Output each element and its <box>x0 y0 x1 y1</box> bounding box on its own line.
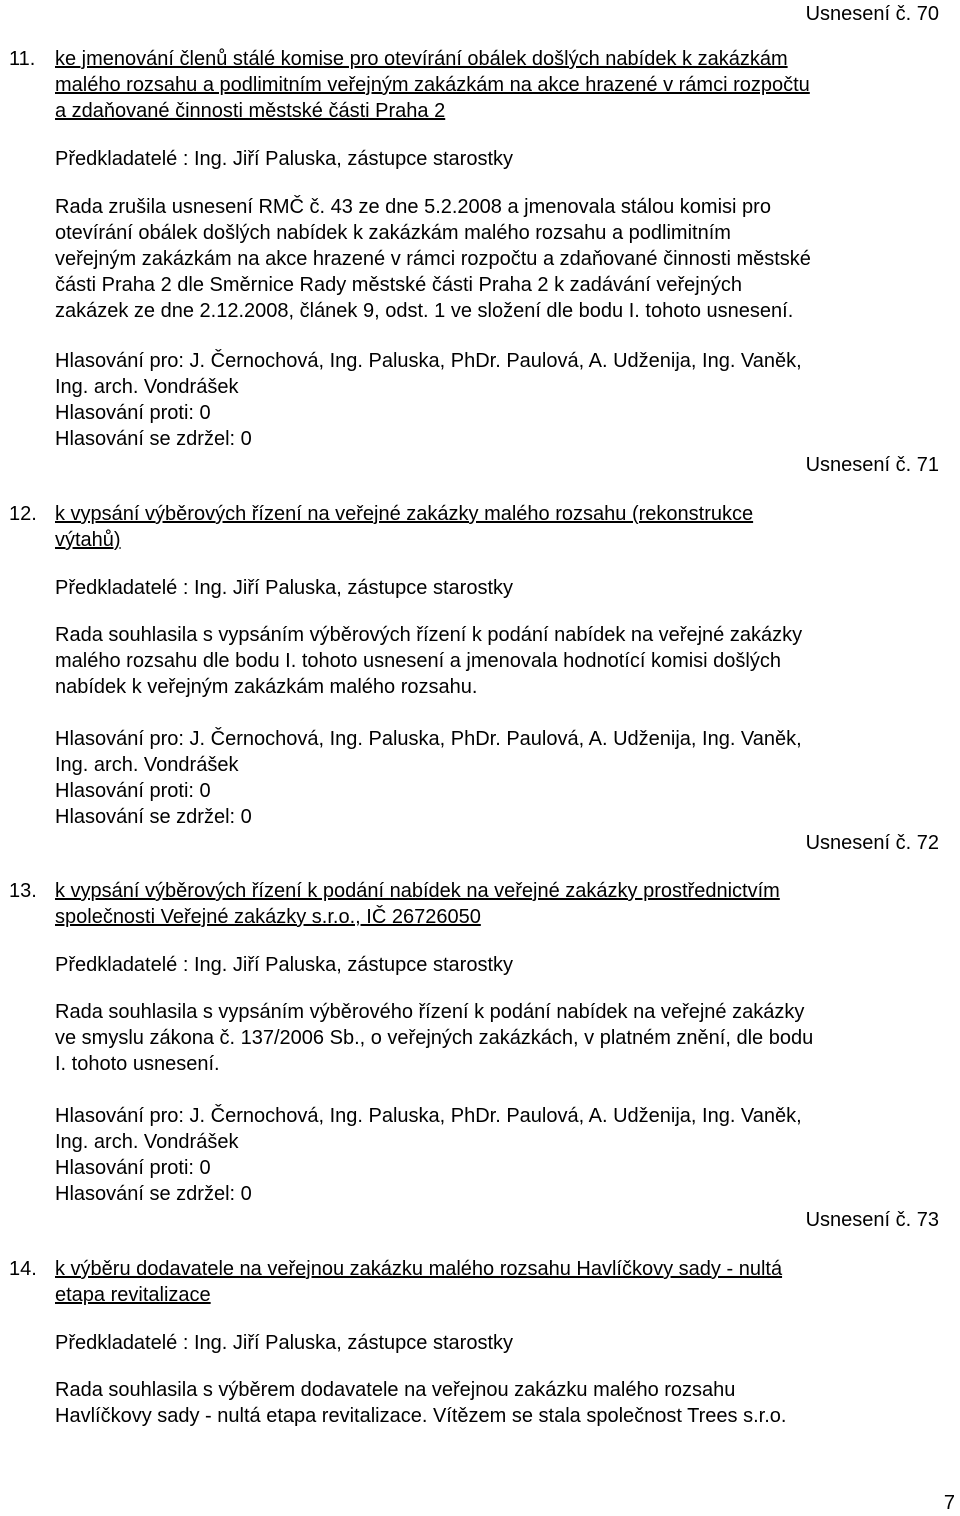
item-title <box>55 501 940 553</box>
title-line: společnosti Veřejné zakázky s.r.o., IČ 26726050 <box>55 906 481 928</box>
decision-line: Rada souhlasila s vypsáním výběrového řízení k podání nabídek na veřejné zakázky <box>55 1001 805 1023</box>
vote-line: Hlasování pro: J. Černochová, Ing. Paluska, PhDr. Paulová, A. Udženija, Ing. Vaněk, <box>55 728 802 750</box>
vote-line: Hlasování proti: 0 <box>55 780 211 802</box>
vote-line: Ing. arch. Vondrášek <box>55 754 239 776</box>
decision-line: otevírání obálek došlých nabídek k zakázkám malého rozsahu a podlimitním <box>55 222 731 244</box>
decision-line: Rada souhlasila s vypsáním výběrových řízení k podání nabídek na veřejné zakázky <box>55 624 803 646</box>
submitter: Předkladatelé : Ing. Jiří Paluska, zástupce starostky <box>55 954 513 976</box>
item-number: 13. <box>9 880 37 902</box>
decision-line: ve smyslu zákona č. 137/2006 Sb., o veřejných zakázkách, v platném znění, dle bodu <box>55 1027 814 1049</box>
vote-line: Hlasování se zdržel: 0 <box>55 428 252 450</box>
item-title <box>55 1256 940 1308</box>
resolution-number: Usnesení č. 72 <box>805 832 939 854</box>
title-line: k vypsání výběrových řízení k podání nabídek na veřejné zakázky prostřednictvím <box>55 880 780 902</box>
decision-text <box>55 999 940 1077</box>
title-line: malého rozsahu a podlimitním veřejným zakázkám na akce hrazené v rámci rozpočtu <box>55 74 810 96</box>
decision-line: Rada souhlasila s výběrem dodavatele na veřejnou zakázku malého rozsahu <box>55 1379 736 1401</box>
decision-text <box>55 194 940 324</box>
decision-line: malého rozsahu dle bodu I. tohoto usnesení a jmenovala hodnotící komisi došlých <box>55 650 781 672</box>
submitter: Předkladatelé : Ing. Jiří Paluska, zástupce starostky <box>55 1332 513 1354</box>
submitter: Předkladatelé : Ing. Jiří Paluska, zástupce starostky <box>55 148 513 170</box>
vote-line: Hlasování proti: 0 <box>55 1157 211 1179</box>
decision-text <box>55 622 940 700</box>
title-line: etapa revitalizace <box>55 1284 211 1306</box>
title-line: k výběru dodavatele na veřejnou zakázku malého rozsahu Havlíčkovy sady - nultá <box>55 1258 783 1280</box>
vote-block <box>55 348 940 452</box>
resolution-number: Usnesení č. 70 <box>805 3 939 25</box>
vote-line: Ing. arch. Vondrášek <box>55 376 239 398</box>
page-number: 7 <box>943 1492 955 1514</box>
item-number: 14. <box>9 1258 37 1280</box>
decision-text <box>55 1377 940 1429</box>
vote-line: Ing. arch. Vondrášek <box>55 1131 239 1153</box>
item-title <box>55 46 940 124</box>
vote-line: Hlasování se zdržel: 0 <box>55 1183 252 1205</box>
decision-line: zakázek ze dne 2.12.2008, článek 9, odst. 1 ve složení dle bodu I. tohoto usnesení. <box>55 300 794 322</box>
decision-line: Havlíčkovy sady - nultá etapa revitalizace. Vítězem se stala společnost Trees s.r.o. <box>55 1405 787 1427</box>
title-line: a zdaňované činnosti městské části Praha 2 <box>55 100 446 122</box>
decision-line: části Praha 2 dle Směrnice Rady městské části Praha 2 k zadávání veřejných <box>55 274 742 296</box>
item-number: 12. <box>9 503 37 525</box>
title-line: výtahů) <box>55 529 121 551</box>
resolution-number: Usnesení č. 73 <box>805 1209 939 1231</box>
vote-block <box>55 726 940 830</box>
decision-line: veřejným zakázkám na akce hrazené v rámci rozpočtu a zdaňované činnosti městské <box>55 248 811 270</box>
title-line: k vypsání výběrových řízení na veřejné zakázky malého rozsahu (rekonstrukce <box>55 503 754 525</box>
vote-line: Hlasování pro: J. Černochová, Ing. Paluska, PhDr. Paulová, A. Udženija, Ing. Vaněk, <box>55 1105 802 1127</box>
vote-line: Hlasování se zdržel: 0 <box>55 806 252 828</box>
item-number: 11. <box>9 48 36 70</box>
vote-block <box>55 1103 940 1207</box>
vote-line: Hlasování proti: 0 <box>55 402 211 424</box>
decision-line: Rada zrušila usnesení RMČ č. 43 ze dne 5.2.2008 a jmenovala stálou komisi pro <box>55 196 771 218</box>
title-line: ke jmenování členů stálé komise pro otevírání obálek došlých nabídek k zakázkám <box>55 48 788 70</box>
decision-line: nabídek k veřejným zakázkám malého rozsahu. <box>55 676 478 698</box>
decision-line: I. tohoto usnesení. <box>55 1053 220 1075</box>
item-title <box>55 878 940 930</box>
resolution-number: Usnesení č. 71 <box>805 454 939 476</box>
vote-line: Hlasování pro: J. Černochová, Ing. Paluska, PhDr. Paulová, A. Udženija, Ing. Vaněk, <box>55 350 802 372</box>
submitter: Předkladatelé : Ing. Jiří Paluska, zástupce starostky <box>55 577 513 599</box>
